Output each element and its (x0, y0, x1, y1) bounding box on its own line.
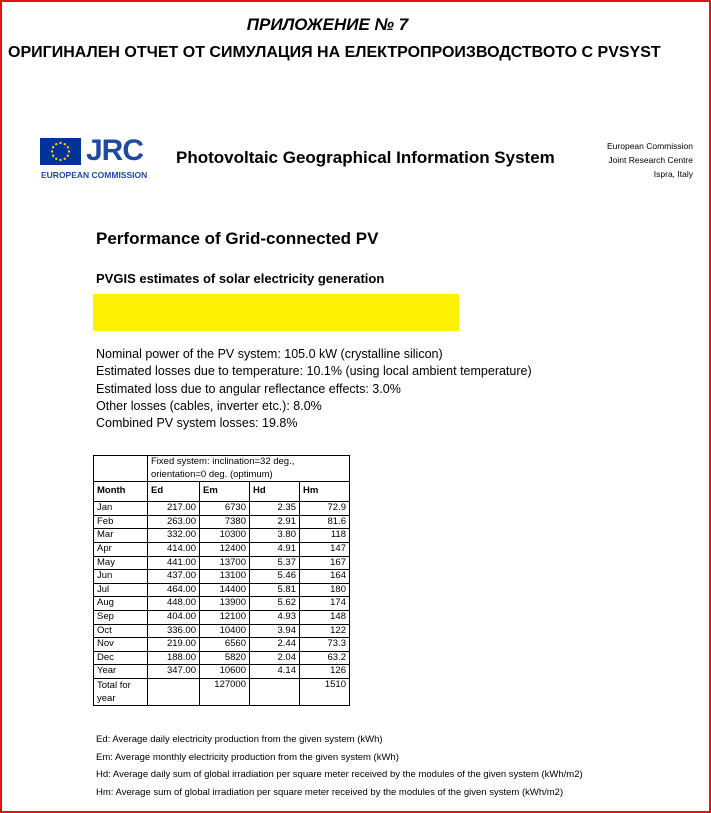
flag-star (55, 143, 57, 145)
value-cell: 4.14 (250, 665, 300, 679)
table-row (94, 583, 350, 597)
month-cell: Year (94, 665, 148, 679)
column-header: Month (94, 482, 148, 502)
value-cell: 6730 (200, 502, 250, 516)
value-cell: 122 (300, 624, 350, 638)
month-cell: May (94, 556, 148, 570)
table-total-row (94, 678, 350, 705)
system-parameters (96, 346, 532, 432)
table-row (94, 651, 350, 665)
flag-star (68, 150, 70, 152)
value-cell: 73.3 (300, 638, 350, 652)
value-cell: 12100 (200, 610, 250, 624)
table-row (94, 542, 350, 556)
flag-star (52, 146, 54, 148)
month-cell: Aug (94, 597, 148, 611)
legend-line: Hm: Average sum of global irradiation per square meter received by the modules of the given system (kWh/m2) (96, 786, 564, 798)
flag-star (51, 150, 53, 152)
system-title: Photovoltaic Geographical Information System (176, 148, 555, 167)
legend-line: Ed: Average daily electricity production from the given system (kWh) (96, 734, 383, 745)
column-header: Em (200, 482, 250, 502)
total-label-line: year (97, 692, 116, 704)
total-label-cell (94, 678, 148, 705)
total-value-cell (250, 678, 300, 705)
total-value-cell: 1510 (300, 678, 350, 705)
value-cell: 332.00 (148, 529, 200, 543)
value-cell: 188.00 (148, 651, 200, 665)
table-corner-cell (94, 456, 148, 482)
total-value-cell (148, 678, 200, 705)
system-config-line: Fixed system: inclination=32 deg., (148, 456, 350, 469)
flag-star (52, 155, 54, 157)
value-cell: 3.94 (250, 624, 300, 638)
total-value-cell: 127000 (200, 678, 250, 705)
value-cell: 81.6 (300, 515, 350, 529)
value-cell: 164 (300, 570, 350, 584)
value-cell: 13700 (200, 556, 250, 570)
flag-star (59, 142, 61, 144)
jrc-logo-text: JRC (86, 134, 144, 167)
system-config-line: orientation=0 deg. (optimum) (148, 469, 350, 482)
total-label-line: Total for (97, 679, 131, 691)
value-cell: 4.91 (250, 542, 300, 556)
value-cell: 10400 (200, 624, 250, 638)
value-cell: 414.00 (148, 542, 200, 556)
value-cell: 10300 (200, 529, 250, 543)
table-row (94, 624, 350, 638)
value-cell: 5.62 (250, 597, 300, 611)
report-subtitle-heading: ОРИГИНАЛЕН ОТЧЕТ ОТ СИМУЛАЦИЯ НА ЕЛЕКТРОПРОИЗВОДСТВОТО С PVSYST (8, 44, 661, 61)
column-header: Hm (300, 482, 350, 502)
parameter-line: Combined PV system losses: 19.8% (96, 416, 298, 431)
table-row (94, 610, 350, 624)
value-cell: 347.00 (148, 665, 200, 679)
value-cell: 336.00 (148, 624, 200, 638)
value-cell: 118 (300, 529, 350, 543)
org-line: European Commission (607, 141, 693, 151)
value-cell: 219.00 (148, 638, 200, 652)
value-cell: 14400 (200, 583, 250, 597)
value-cell: 72.9 (300, 502, 350, 516)
table-row (94, 502, 350, 516)
month-cell: Oct (94, 624, 148, 638)
month-cell: Jan (94, 502, 148, 516)
value-cell: 5820 (200, 651, 250, 665)
value-cell: 441.00 (148, 556, 200, 570)
month-cell: Jul (94, 583, 148, 597)
value-cell: 10600 (200, 665, 250, 679)
value-cell: 63.2 (300, 651, 350, 665)
value-cell: 5.46 (250, 570, 300, 584)
month-cell: Jun (94, 570, 148, 584)
value-cell: 6560 (200, 638, 250, 652)
value-cell: 2.04 (250, 651, 300, 665)
table-row (94, 638, 350, 652)
month-cell: Dec (94, 651, 148, 665)
value-cell: 7380 (200, 515, 250, 529)
eu-flag-icon (40, 138, 81, 165)
table-system-row (94, 456, 350, 469)
jrc-logo-caption: EUROPEAN COMMISSION (41, 170, 148, 180)
table-legend (96, 731, 583, 801)
flag-star (64, 143, 66, 145)
parameter-line: Estimated losses due to temperature: 10.1% (using local ambient temperature) (96, 364, 532, 379)
value-cell: 167 (300, 556, 350, 570)
table-row (94, 529, 350, 543)
annex-heading: ПРИЛОЖЕНИЕ № 7 (246, 15, 409, 34)
flag-star (64, 158, 66, 160)
month-cell: Feb (94, 515, 148, 529)
table-row (94, 570, 350, 584)
value-cell: 174 (300, 597, 350, 611)
value-cell: 464.00 (148, 583, 200, 597)
table-row (94, 665, 350, 679)
table-row (94, 515, 350, 529)
month-cell: Apr (94, 542, 148, 556)
jrc-logo (40, 134, 148, 183)
legend-line: Em: Average monthly electricity production from the given system (kWh) (96, 751, 399, 763)
monthly-production-table (93, 455, 350, 706)
table-row (94, 556, 350, 570)
report-section-title: PVGIS estimates of solar electricity generation (96, 271, 385, 286)
flag-star (59, 159, 61, 161)
value-cell: 2.91 (250, 515, 300, 529)
value-cell: 126 (300, 665, 350, 679)
column-header: Hd (250, 482, 300, 502)
value-cell: 147 (300, 542, 350, 556)
table-header-row (94, 482, 350, 502)
value-cell: 13900 (200, 597, 250, 611)
value-cell: 217.00 (148, 502, 200, 516)
organization-block (607, 139, 693, 181)
month-cell: Nov (94, 638, 148, 652)
legend-line: Hd: Average daily sum of global irradiation per square meter received by the modules of the given system (kWh/m2) (96, 769, 583, 780)
org-line: Joint Research Centre (608, 155, 693, 165)
highlight-block (93, 294, 459, 331)
table-row (94, 597, 350, 611)
value-cell: 4.93 (250, 610, 300, 624)
value-cell: 5.37 (250, 556, 300, 570)
value-cell: 404.00 (148, 610, 200, 624)
org-line: Ispra, Italy (653, 169, 693, 179)
value-cell: 12400 (200, 542, 250, 556)
value-cell: 3.80 (250, 529, 300, 543)
parameter-line: Nominal power of the PV system: 105.0 kW (crystalline silicon) (96, 347, 443, 361)
value-cell: 148 (300, 610, 350, 624)
parameter-line: Other losses (cables, inverter etc.): 8.0% (96, 398, 322, 413)
flag-star (67, 146, 69, 148)
report-title: Performance of Grid-connected PV (96, 229, 379, 248)
month-cell: Sep (94, 610, 148, 624)
value-cell: 2.35 (250, 502, 300, 516)
flag-star (55, 158, 57, 160)
value-cell: 437.00 (148, 570, 200, 584)
column-header: Ed (148, 482, 200, 502)
month-cell: Mar (94, 529, 148, 543)
flag-star (67, 155, 69, 157)
value-cell: 2.44 (250, 638, 300, 652)
value-cell: 5.81 (250, 583, 300, 597)
value-cell: 263.00 (148, 515, 200, 529)
value-cell: 448.00 (148, 597, 200, 611)
parameter-line: Estimated loss due to angular reflectance effects: 3.0% (96, 381, 401, 396)
value-cell: 13100 (200, 570, 250, 584)
value-cell: 180 (300, 583, 350, 597)
